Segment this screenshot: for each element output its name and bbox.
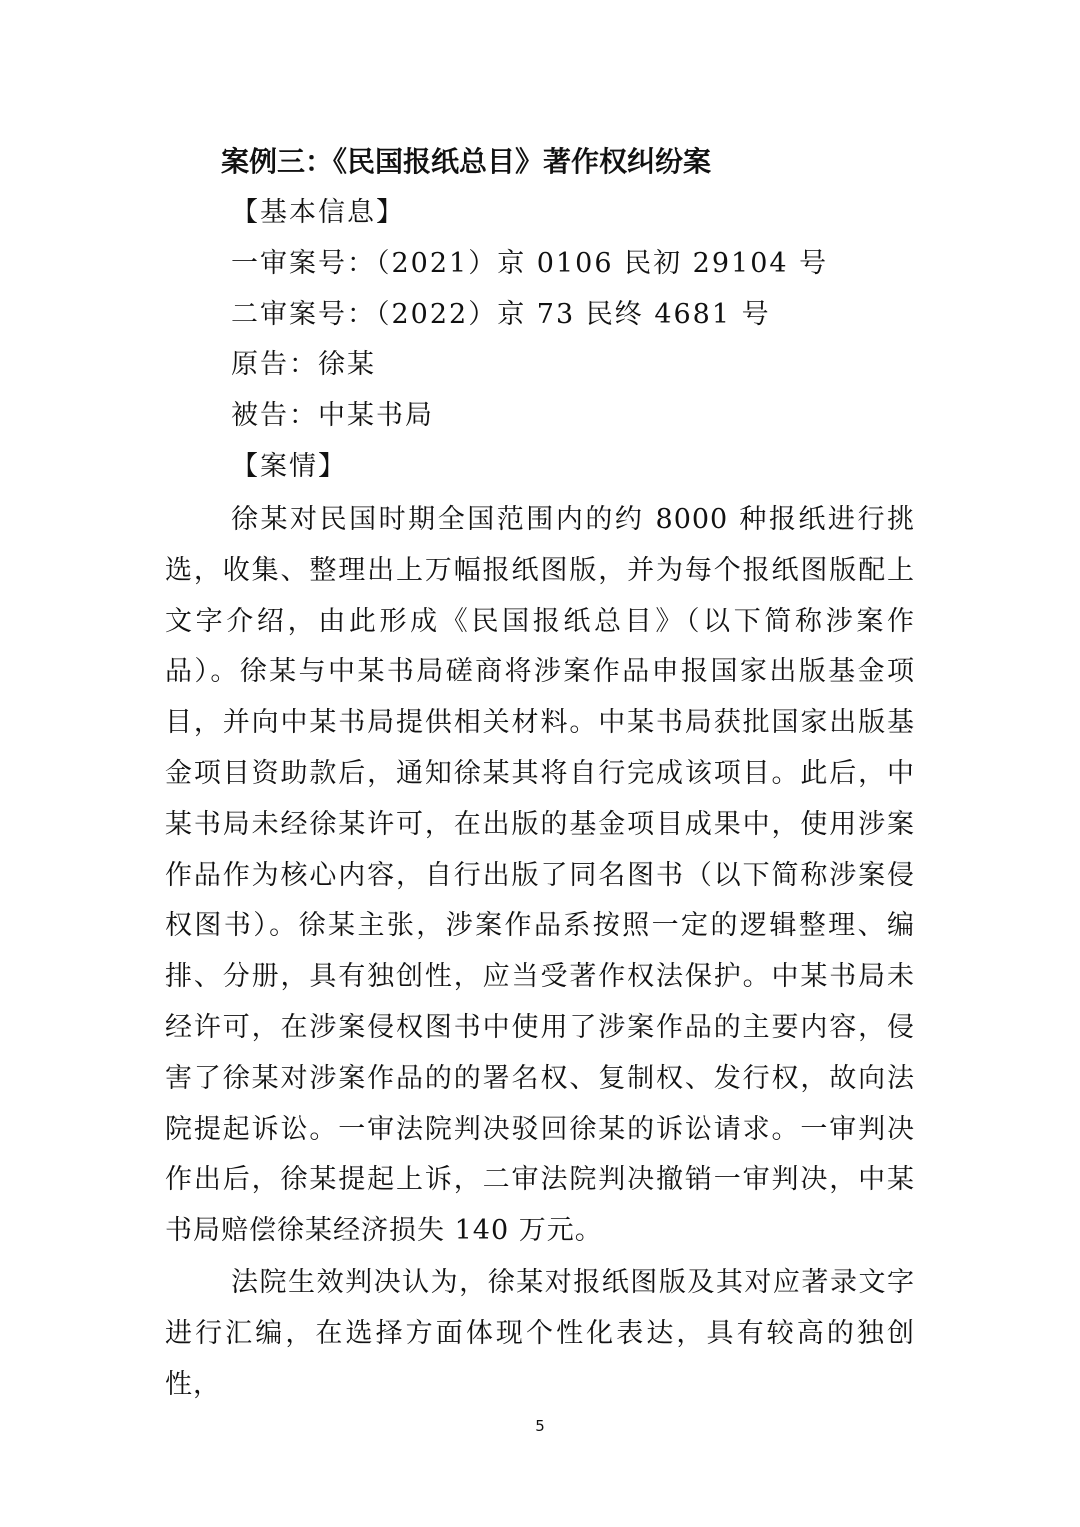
section-heading-case-facts: 【案情】 xyxy=(231,451,347,482)
case-facts-paragraph: 徐某对民国时期全国范围内的约 8000 种报纸进行挑选，收集、整理出上万幅报纸图版，并为每个报纸图版配上文字介绍，由此形成《民国报纸总目》（以下简称涉案作品）。徐某与中某书局磋商将涉案作品申报国家出版基金项目，并向中某书局提供相关材料。中某书局获批国家出版基金项目资助款后，通知徐某其将自行完成该项目。此后，中某书局未经徐某许可，在出版的基金项目成果中，使用涉案作品作为核心内容，自行出版了同名图书（以下简称涉案侵权图书）。徐某主张，涉案作品系按照一定的逻辑整理、编排、分册，具有独创性，应当受著作权法保护。中某书局未经许可，在涉案侵权图书中使用了涉案作品的主要内容，侵害了徐某对涉案作品的的署名权、复制权、发行权，故向法院提起诉讼。一审法院判决驳回徐某的诉讼请求。一审判决作出后，徐某提起上诉，二审法院判决撤销一审判决，中某书局赔偿徐某经济损失 140 万元。 xyxy=(165,504,915,1247)
plaintiff: 原告：徐某 xyxy=(231,349,376,380)
section-heading-basic-info: 【基本信息】 xyxy=(231,197,405,228)
court-reasoning-paragraph: 法院生效判决认为，徐某对报纸图版及其对应著录文字进行汇编，在选择方面体现个性化表达，具有较高的独创性， xyxy=(165,1267,915,1400)
first-instance-case-number: 一审案号：（2021）京 0106 民初 29104 号 xyxy=(231,248,829,279)
second-instance-case-number: 二审案号：（2022）京 73 民终 4681 号 xyxy=(231,299,771,330)
case-title: 案例三：《民国报纸总目》著作权纠纷案 xyxy=(221,145,712,178)
defendant: 被告：中某书局 xyxy=(231,400,434,431)
page-number: 5 xyxy=(535,1417,545,1435)
